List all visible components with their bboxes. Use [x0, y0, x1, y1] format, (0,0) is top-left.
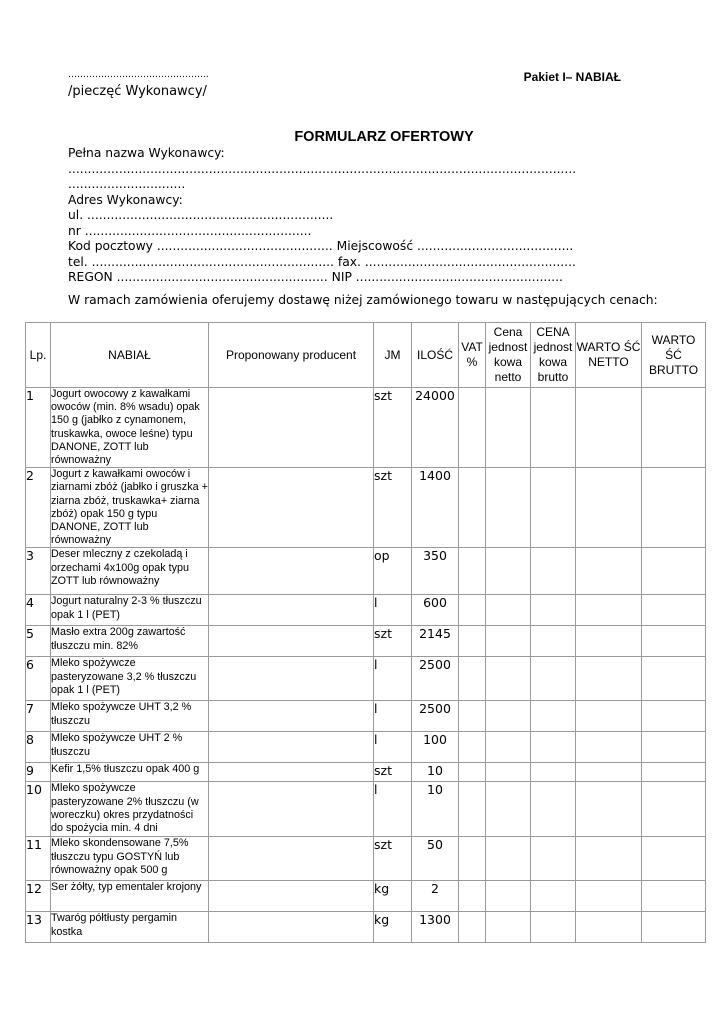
row-unit-gross-input[interactable]	[531, 626, 576, 657]
row-unit: op	[374, 548, 412, 595]
header-lp: Lp.	[26, 323, 51, 388]
row-lp: 13	[26, 912, 51, 943]
header-value-gross: WARTO ŚĆ BRUTTO	[642, 323, 706, 388]
row-unit-net-input[interactable]	[486, 837, 531, 881]
number-field[interactable]: nr ..........................................................	[68, 223, 312, 238]
intro-text: W ramach zamówienia oferujemy dostawę niżej zamówionego towaru w następujących cenach:	[68, 293, 658, 307]
table-row	[26, 912, 706, 943]
header-vat: VAT %	[459, 323, 486, 388]
tel-fax-field[interactable]: tel. .............................................................. fax. ......................................................	[68, 254, 576, 269]
table-row	[26, 548, 706, 595]
row-unit-net-input[interactable]	[486, 388, 531, 468]
row-product-name: Ser żółty, typ ementaler krojony	[51, 881, 209, 912]
row-lp: 6	[26, 657, 51, 701]
row-value-net-input[interactable]	[576, 763, 642, 782]
row-unit: kg	[374, 912, 412, 943]
row-unit-gross-input[interactable]	[531, 837, 576, 881]
row-value-net-input[interactable]	[576, 657, 642, 701]
row-value-gross-input[interactable]	[642, 837, 706, 881]
row-value-net-input[interactable]	[576, 782, 642, 837]
postal-city-field[interactable]: Kod pocztowy ............................................. Miejscowość ........................................	[68, 239, 574, 253]
row-unit: l	[374, 701, 412, 732]
row-quantity: 10	[412, 782, 459, 837]
row-lp: 8	[26, 732, 51, 763]
row-vat-input[interactable]	[459, 912, 486, 943]
row-unit-net-input[interactable]	[486, 548, 531, 595]
row-unit-gross-input[interactable]	[531, 468, 576, 548]
row-value-gross-input[interactable]	[642, 657, 706, 701]
row-unit-net-input[interactable]	[486, 701, 531, 732]
row-unit-net-input[interactable]	[486, 782, 531, 837]
row-producer-input[interactable]	[209, 468, 374, 548]
row-unit-gross-input[interactable]	[531, 701, 576, 732]
row-unit-gross-input[interactable]	[531, 595, 576, 626]
table-row	[26, 763, 706, 782]
row-unit-gross-input[interactable]	[531, 763, 576, 782]
row-lp: 10	[26, 782, 51, 837]
stamp-label: /pieczęć Wykonawcy/	[68, 84, 207, 99]
row-value-net-input[interactable]	[576, 837, 642, 881]
row-unit: l	[374, 595, 412, 626]
row-value-net-input[interactable]	[576, 388, 642, 468]
row-lp: 5	[26, 626, 51, 657]
row-vat-input[interactable]	[459, 626, 486, 657]
row-producer-input[interactable]	[209, 837, 374, 881]
table-row	[26, 626, 706, 657]
row-quantity: 24000	[412, 388, 459, 468]
row-quantity: 350	[412, 548, 459, 595]
offer-table	[25, 322, 706, 943]
row-lp: 7	[26, 701, 51, 732]
row-unit-net-input[interactable]	[486, 881, 531, 912]
row-value-gross-input[interactable]	[642, 626, 706, 657]
header-name: NABIAŁ	[51, 323, 209, 388]
row-vat-input[interactable]	[459, 782, 486, 837]
row-product-name: Kefir 1,5% tłuszczu opak 400 g	[51, 763, 209, 782]
row-value-gross-input[interactable]	[642, 763, 706, 782]
row-product-name: Twaróg półtłusty pergamin kostka	[51, 912, 209, 943]
row-vat-input[interactable]	[459, 881, 486, 912]
row-unit-net-input[interactable]	[486, 626, 531, 657]
table-header-row	[26, 323, 706, 388]
row-vat-input[interactable]	[459, 732, 486, 763]
row-unit: l	[374, 657, 412, 701]
row-value-gross-input[interactable]	[642, 881, 706, 912]
header-value-net: WARTO ŚĆ NETTO	[576, 323, 642, 388]
table-row	[26, 732, 706, 763]
address-label: Adres Wykonawcy:	[68, 192, 183, 207]
row-product-name: Masło extra 200g zawartość tłuszczu min. 82%	[51, 626, 209, 657]
table-row	[26, 837, 706, 881]
row-unit: kg	[374, 881, 412, 912]
row-vat-input[interactable]	[459, 657, 486, 701]
table-row	[26, 782, 706, 837]
header-unit-net: Cena jednost kowa netto	[486, 323, 531, 388]
table-row	[26, 388, 706, 468]
row-quantity: 2	[412, 881, 459, 912]
row-value-net-input[interactable]	[576, 468, 642, 548]
stamp-placeholder-dots: ………………………………………..	[68, 70, 209, 80]
row-unit: szt	[374, 468, 412, 548]
row-value-gross-input[interactable]	[642, 388, 706, 468]
row-unit-net-input[interactable]	[486, 595, 531, 626]
row-value-gross-input[interactable]	[642, 468, 706, 548]
full-name-field-cont[interactable]: ..............................	[68, 177, 186, 191]
row-producer-input[interactable]	[209, 782, 374, 837]
row-product-name: Mleko spożywcze UHT 2 % tłuszczu	[51, 732, 209, 763]
row-producer-input[interactable]	[209, 388, 374, 468]
row-producer-input[interactable]	[209, 881, 374, 912]
row-product-name: Deser mleczny z czekoladą i orzechami 4x100g opak typu ZOTT lub równoważny	[51, 548, 209, 595]
row-quantity: 1400	[412, 468, 459, 548]
header-qty: ILOŚĆ	[412, 323, 459, 388]
row-unit-gross-input[interactable]	[531, 657, 576, 701]
row-quantity: 1300	[412, 912, 459, 943]
row-value-gross-input[interactable]	[642, 782, 706, 837]
row-product-name: Jogurt naturalny 2-3 % tłuszczu opak 1 l (PET)	[51, 595, 209, 626]
row-value-net-input[interactable]	[576, 595, 642, 626]
row-unit: szt	[374, 388, 412, 468]
header-unit-gross: CENA jednost kowa brutto	[531, 323, 576, 388]
full-name-field[interactable]: ..................................................................................................................................	[68, 161, 577, 176]
row-unit-net-input[interactable]	[486, 763, 531, 782]
row-unit-gross-input[interactable]	[531, 912, 576, 943]
row-quantity: 2145	[412, 626, 459, 657]
row-unit-gross-input[interactable]	[531, 881, 576, 912]
row-value-gross-input[interactable]	[642, 548, 706, 595]
table-row	[26, 881, 706, 912]
table-row	[26, 468, 706, 548]
row-value-net-input[interactable]	[576, 548, 642, 595]
full-name-label: Pełna nazwa Wykonawcy:	[68, 146, 225, 160]
row-lp: 4	[26, 595, 51, 626]
row-producer-input[interactable]	[209, 763, 374, 782]
row-unit-net-input[interactable]	[486, 468, 531, 548]
row-vat-input[interactable]	[459, 388, 486, 468]
contractor-fields	[68, 146, 658, 286]
row-producer-input[interactable]	[209, 548, 374, 595]
row-lp: 3	[26, 548, 51, 595]
row-value-gross-input[interactable]	[642, 912, 706, 943]
row-product-name: Jogurt z kawałkami owoców i ziarnami zbóż (jabłko i gruszka + ziarna zbóż, truskawka+ ziarna zbóż) opak 150 g typu DANONE, ZOTT lub równoważny	[51, 468, 208, 547]
row-producer-input[interactable]	[209, 657, 374, 701]
row-value-net-input[interactable]	[576, 732, 642, 763]
row-unit: szt	[374, 837, 412, 881]
row-unit-net-input[interactable]	[486, 912, 531, 943]
package-label: Pakiet I– NABIAŁ	[523, 70, 621, 84]
row-value-net-input[interactable]	[576, 626, 642, 657]
row-value-gross-input[interactable]	[642, 595, 706, 626]
row-quantity: 600	[412, 595, 459, 626]
street-field[interactable]: ul. ...............................................................	[68, 208, 334, 222]
row-vat-input[interactable]	[459, 837, 486, 881]
row-unit-gross-input[interactable]	[531, 388, 576, 468]
table-row	[26, 701, 706, 732]
row-product-name: Mleko spożywcze UHT 3,2 % tłuszczu	[51, 701, 209, 732]
row-value-gross-input[interactable]	[642, 732, 706, 763]
row-lp: 9	[26, 763, 51, 782]
row-vat-input[interactable]	[459, 701, 486, 732]
row-unit-net-input[interactable]	[486, 732, 531, 763]
row-quantity: 2500	[412, 701, 459, 732]
header-producer: Proponowany producent	[209, 323, 374, 388]
form-title: FORMULARZ OFERTOWY	[294, 129, 474, 145]
row-value-net-input[interactable]	[576, 701, 642, 732]
table-row	[26, 657, 706, 701]
table-row	[26, 595, 706, 626]
row-quantity: 100	[412, 732, 459, 763]
row-unit-gross-input[interactable]	[531, 782, 576, 837]
row-producer-input[interactable]	[209, 701, 374, 732]
row-unit-net-input[interactable]	[486, 657, 531, 701]
row-product-name: Mleko spożywcze pasteryzowane 3,2 % tłuszczu opak 1 l (PET)	[51, 657, 209, 701]
row-value-gross-input[interactable]	[642, 701, 706, 732]
row-lp: 2	[26, 468, 51, 548]
table-body	[26, 388, 706, 943]
row-unit: l	[374, 732, 412, 763]
row-quantity: 10	[412, 763, 459, 782]
row-vat-input[interactable]	[459, 595, 486, 626]
row-unit-gross-input[interactable]	[531, 548, 576, 595]
row-lp: 12	[26, 881, 51, 912]
row-unit-gross-input[interactable]	[531, 732, 576, 763]
row-unit: szt	[374, 626, 412, 657]
row-lp: 1	[26, 388, 51, 468]
row-producer-input[interactable]	[209, 626, 374, 657]
row-product-name: Mleko spożywcze pasteryzowane 2% tłuszczu (w woreczku) okres przydatności do spożycia min. 4 dni	[51, 782, 209, 837]
row-vat-input[interactable]	[459, 548, 486, 595]
row-value-net-input[interactable]	[576, 881, 642, 912]
row-vat-input[interactable]	[459, 763, 486, 782]
row-value-net-input[interactable]	[576, 912, 642, 943]
row-lp: 11	[26, 837, 51, 881]
regon-nip-field[interactable]: REGON ...................................................... NIP .....................................................	[68, 270, 563, 284]
row-quantity: 50	[412, 837, 459, 881]
row-producer-input[interactable]	[209, 912, 374, 943]
row-product-name: Jogurt owocowy z kawałkami owoców (min. 8% wsadu) opak 150 g (jabłko z cynamonem, truskawka, owoce leśne) typu DANONE, ZOTT lub równoważny	[51, 388, 209, 468]
row-vat-input[interactable]	[459, 468, 486, 548]
row-unit: l	[374, 782, 412, 837]
header-jm: JM	[374, 323, 412, 388]
row-product-name: Mleko skondensowane 7,5% tłuszczu typu GOSTYŃ lub równoważny opak 500 g	[51, 837, 209, 881]
row-unit: szt	[374, 763, 412, 782]
row-quantity: 2500	[412, 657, 459, 701]
row-producer-input[interactable]	[209, 595, 374, 626]
row-producer-input[interactable]	[209, 732, 374, 763]
